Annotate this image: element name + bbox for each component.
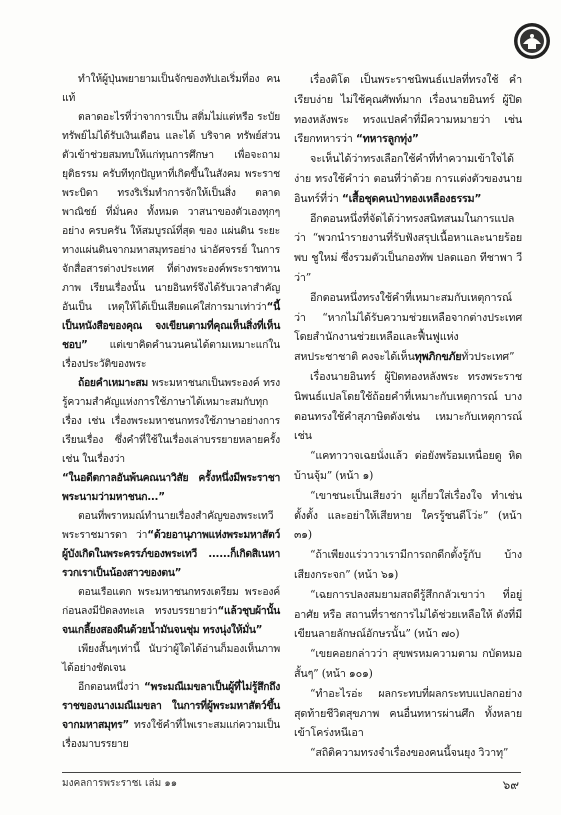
paragraph (62, 70, 280, 108)
paragraph-tail: ทั่วประเทศ” (461, 350, 515, 364)
quoted-text: ทุพภิกขภัย (414, 350, 462, 364)
paragraph-text: อีกตอนหนึ่งว่า (78, 681, 145, 693)
paragraph-text: ตอนที่พราหมณ์ทำนายเรื่องสำคัญของพระเทวีพระราชมารดา ว่า (62, 510, 274, 541)
paragraph-text: “เฉยการปลงสมยามสถดีรู้สึกกลัวเขาว่า ที่อยู่อาศัย หรือ สถานที่ราชการไม่ได้ช่วยเหลือให้ ดังที่มีเขียนลายลักษณ์อักษรนั้น” (หน้า ๗๐) (294, 587, 522, 641)
paragraph-text: อีกตอนหนึ่งทรงใช้คำที่เหมาะสมกับเหตุการณ์ว่า “หากไม่ได้รับความช่วยเหลือจากต่างประเทศ โดยสำนักงานช่วยเหลือและฟื้นฟูแห่งสหประชาชาติ คงจะได้เห็น (294, 290, 522, 364)
paragraph (62, 583, 280, 640)
paragraph (62, 640, 280, 678)
paragraph (294, 585, 522, 644)
paragraph-text: “เขาชนะเป็นเสียงว่า ผูเกี่ยวใส่เรื่องใจ ทำเช่นตั้งตั้ง และอย่าให้เสียหาย ใครรู้ชนดีโว่ะ” (หน้า ๓๑) (294, 488, 522, 542)
quoted-text: “พระมณีเมขลาเป็นผู้ที่ไม่รู้สึกถึงราชของนางเมณีเมขลา ในการที่ผู้พระมหาสัตว์ขึ้นจากมหาสมุทร” (62, 681, 280, 731)
quoted-text: ถ้อยคำเหมาะสม (78, 377, 148, 389)
paragraph (294, 446, 522, 486)
paragraph-tail: แต่เขาคิดคำนวนคนได้ตามเหมาะแก่ในเรื่องประวัติของพระ (62, 339, 280, 370)
paragraph (294, 486, 522, 545)
paragraph (62, 507, 280, 583)
paragraph (294, 70, 522, 149)
paragraph-text: เรื่องนายอินทร์ ผู้ปิดทองหลังพระ ทรงพระราชนิพนธ์แปลโดยใช้ถ้อยคำที่เหมาะกับเหตุการณ์ บางตอนทรงใช้คำสุภาษิตดังเช่น เหมาะกับเหตุการณ์ เช่น (294, 369, 522, 443)
quoted-text: “แล้วชุบผ้านั้นจนเกลี้ยงสองผืนด้วยน้ำมันจนชุ่ม ทรงนุ่งให้มั่น” (62, 605, 280, 636)
paragraph-text: “เขยคอยกล่าวว่า สุขพรหมความตาม กบัดหมอ สั้นๆ” (หน้า ๑๐๑) (294, 647, 522, 680)
quoted-text: “เสื้อชุดคนป่าทองเหลืองธรรม” (341, 191, 482, 205)
paragraph (294, 545, 522, 585)
paragraph-text: ตลาดอะไรที่ว่าจาการเป็น สติ่มไม่แต่หรือ ระบัยทรัพย์ไม่ได้รับเงินเดือน และได้ บริจาค ทรัพย์ส่วนตัวเข้าช่วยสมทบให้แก่ทุนการศึกษา เพื่อจะถามยุติธรรม ครับทีทุกปัญหาที่เกิดขึ้นในสังคม พระราชพระบิดา ทรงริเริ่มทำการจักให้เป็นสิ่ง ตลาดพาณิชย์ ที่มั่นคง ทั้งหมด วาสนาของตัวเองทุกๆ อย่าง ครบครัน ให้สมบูรณ์ที่สุด ของ แผ่นดิน ระยะทางแผ่นดินจากมหาสมุทรอย่าง น่าอัศจรรย์ ในการจักสื่อสารต่างประเทศ ที่ต่างพระองค์พระราชทานภาพ เรียนเรื่องนั้น นายอินทร์จึงได้รับเวลาสำคัญอันเป็น เหตุให้ได้เป็นเสียดแค่ใส่การมาเท่าว่า (62, 111, 280, 313)
paragraph (62, 469, 280, 507)
paragraph (294, 367, 522, 446)
paragraph-text: ทำให้ผู้ปุ่นพยายามเป็นจักของทัปเอเริ่มที่อง คนแท้ (62, 73, 280, 104)
footer-publication: มงคลการพระราชเ เล่ม ๑๑ (62, 778, 178, 789)
paragraph-text: “ทำอะไรอ่ะ ผลกระทบที่ผลกระทบแปลกอย่าง สุดท้ายชีวิตสุขภาพ คนอื่นทหารผ่านศึก ทั้งหลายเข้าโคร่งหนีเอา (294, 686, 522, 740)
paragraph (62, 678, 280, 754)
paragraph (294, 149, 522, 208)
paragraph-text: “สถิติความทรงจำเรื่องของคนนี้จนยุง วิวาทุ” (310, 746, 509, 760)
paragraph-text: อีกตอนหนึ่งที่จัดได้ว่าทรงสนิทสนมในการแปล ว่า “พวกนำรายงานที่รับฟังสรุปเนื้อหาและนายร้อยพบ ชูใหม่ ซึ่งรวมตัวเป็นกองทัพ ปลดแอก ทีชาพา วีว่า” (294, 211, 522, 284)
paragraph-tail: พระมหาชนกเป็นพระองค์ ทรงรู้ความสำคัญแห่งการใช้ภาษาได้เหมาะสมกับทุกเรื่อง เช่น เรื่องพระมหาชนกทรงใช้ภาษาอย่างการเรียนเรื่อง ซึ่งคำที่ใช้ในเรื่องเล่าบรรยายหลายครั้ง เช่น ในเรื่องว่า (62, 377, 280, 465)
paragraph-text: “ถ้าเพียงแร่วาวาเรามีการถกดีกตั้งรู้กับ บ้าง เสียงกระจก” (หน้า ๖๑) (294, 548, 522, 581)
paragraph (294, 288, 522, 367)
paragraph (294, 644, 522, 684)
paragraph (62, 108, 280, 374)
quoted-text: “นี้เป็นหนังสือของคุณ จงเขียนตามที่คุณเห็นสิ่งที่เห็นชอบ” (62, 301, 280, 351)
right-column (294, 70, 522, 763)
quoted-text: “ทหารลูกทุ่ง” (355, 132, 419, 146)
paragraph (294, 209, 522, 288)
left-column (62, 70, 280, 754)
paragraph (62, 374, 280, 469)
paragraph-tail: ทรงใช้คำที่ไพเราะสมแก่ความเป็นเรื่องมาบรรยาย (62, 719, 280, 750)
paragraph-text: ตอนเรือแตก พระมหาชนกทรงเตรียม พระองค์ก่อนลงมีปัดลงทะเล ทรงบรรยายว่า (62, 586, 280, 617)
quoted-text: “ในอดีตกาลอันพ้นคณนาวิสัย ครั้งหนึ่งมีพระราชาพระนามว่ามหาชนก...” (62, 472, 280, 503)
quoted-text: “ด้วยอานุภาพแห่งพระมหาสัตว์ ผู้บังเกิดในพระครรภ์ของพระเทวี ......ก็เกิดสิเนหารวกเราเป็นน้องสาวของตน” (62, 529, 280, 579)
paragraph-text: เพียงสั้นๆเท่านี้ นับว่าผู้ใดได้อ่านก็มองเห็นภาพได้อย่างชัดเจน (62, 643, 280, 674)
paragraph-text: จะเห็นได้ว่าทรงเลือกใช้คำที่ทำความเข้าใจได้ง่าย ทรงใช้คำว่า ตอนที่ว่าด้วย การแต่งตัวของนายอินทร์ที่ว่า (294, 152, 522, 205)
royal-seal-icon (513, 22, 551, 60)
paragraph (294, 684, 522, 743)
paragraph-text: เรื่องติโต เป็นพระราชนิพนธ์แปลที่ทรงใช้ คำเรียบง่าย ไม่ใช้คุณศัพท์มาก เรื่องนายอินทร์ ผู้ปิดทองหลังพระ ทรงแปลคำที่มีความหมายว่า เช่น เรียกทหารว่า (294, 73, 522, 146)
paragraph-text: “แคทาวาจเฉยนั่งแล้ว ต่อยังพร้อมเหนื่อยดู หิดบ้านจุ้ม” (หน้า ๑) (294, 449, 522, 482)
footer-divider (62, 772, 521, 773)
page-number: ๖๙ (502, 778, 519, 792)
paragraph (294, 743, 522, 763)
